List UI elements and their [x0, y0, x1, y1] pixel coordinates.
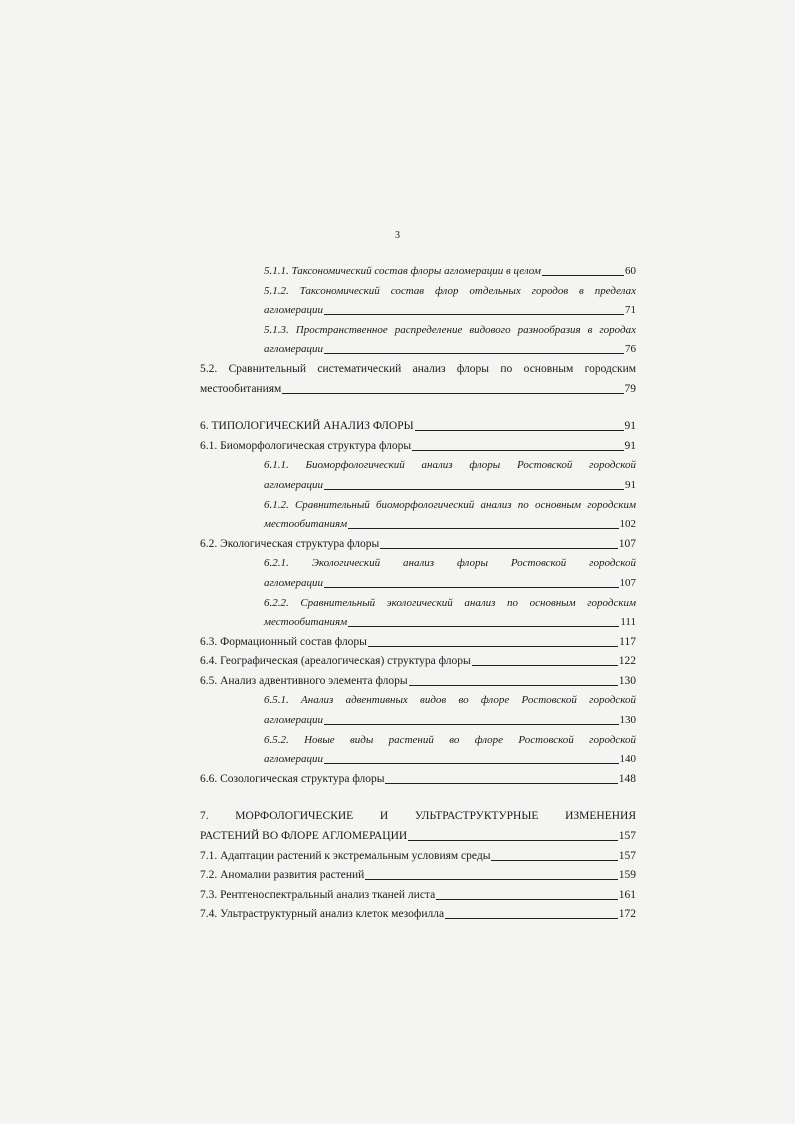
toc-entry: [264, 554, 636, 593]
leader-line: [365, 868, 617, 880]
leader-line: [324, 713, 618, 725]
toc-entry-page: 107: [619, 576, 636, 589]
toc-entry: [200, 886, 636, 906]
toc-entry: [264, 321, 636, 360]
toc-entry-title: 7.2. Аномалии развития растений: [200, 869, 365, 882]
toc-entry-title: 6.4. Географическая (ареалогическая) структура флоры: [200, 655, 471, 668]
toc-entry-title: местообитаниям: [200, 382, 282, 395]
table-of-contents: [200, 262, 636, 925]
leader-line: [348, 517, 618, 529]
toc-entry-title: местообитаниям: [264, 616, 348, 629]
toc-entry-page: 79: [624, 382, 636, 395]
toc-entry-title: агломерации: [264, 714, 324, 727]
toc-entry-page: 102: [619, 518, 636, 531]
toc-entry-page: 91: [624, 420, 636, 433]
toc-entry: [200, 770, 636, 790]
leader-line: [385, 772, 617, 784]
toc-entry: [264, 594, 636, 633]
leader-line: [324, 303, 624, 315]
leader-line: [415, 419, 624, 431]
toc-entry: [200, 360, 636, 399]
leader-line: [368, 635, 618, 647]
leader-line: [472, 654, 618, 666]
toc-entry-line: 6.1.1. Биоморфологический анализ флоры Ростовской городской: [264, 459, 636, 472]
toc-entry-title: 7.4. Ультраструктурный анализ клеток мезофилла: [200, 908, 445, 921]
leader-line: [282, 382, 623, 394]
toc-entry-title: агломерации: [264, 753, 324, 766]
toc-entry-line: 5.1.3. Пространственное распределение видового разнообразия в городах: [264, 323, 636, 336]
toc-entry-page: 161: [618, 888, 636, 901]
toc-entry-title: 6.2. Экологическая структура флоры: [200, 537, 380, 550]
toc-entry-line: 6.2.1. Экологический анализ флоры Ростовской городской: [264, 557, 636, 570]
toc-entry-page: 159: [618, 869, 636, 882]
toc-entry-page: 172: [618, 908, 636, 921]
toc-entry-page: 140: [619, 753, 636, 766]
toc-entry: [200, 633, 636, 653]
leader-line: [445, 907, 618, 919]
toc-entry-line: 7. МОРФОЛОГИЧЕСКИЕ И УЛЬТРАСТРУКТУРНЫЕ ИЗМЕНЕНИЯ: [200, 810, 636, 823]
leader-line: [324, 752, 618, 764]
toc-entry-page: 148: [618, 772, 636, 785]
toc-entry-page: 122: [618, 655, 636, 668]
toc-entry-page: 130: [618, 674, 636, 687]
toc-entry: [264, 691, 636, 730]
leader-line: [412, 439, 623, 451]
leader-line: [542, 264, 624, 276]
toc-entry: [200, 672, 636, 692]
toc-entry: [200, 535, 636, 555]
toc-entry-page: 117: [619, 635, 636, 648]
leader-line: [409, 674, 618, 686]
toc-entry-title: 6.1. Биоморфологическая структура флоры: [200, 439, 412, 452]
toc-entry-title: агломерации: [264, 343, 324, 356]
toc-entry: [200, 866, 636, 886]
toc-entry-line: 6.5.1. Анализ адвентивных видов во флоре Ростовской городской: [264, 694, 636, 707]
toc-entry-title: РАСТЕНИЙ ВО ФЛОРЕ АГЛОМЕРАЦИИ: [200, 830, 408, 843]
toc-entry-line: 6.5.2. Новые виды растений во флоре Ростовской городской: [264, 733, 636, 746]
toc-entry: [200, 417, 636, 437]
toc-entry: [264, 282, 636, 321]
toc-entry-title: 7.3. Рентгеноспектральный анализ тканей листа: [200, 888, 436, 901]
toc-entry-title: 5.1.1. Таксономический состав флоры агломерации в целом: [264, 265, 541, 277]
toc-entry-title: агломерации: [264, 304, 324, 317]
leader-line: [380, 537, 618, 549]
toc-entry-page: 157: [618, 849, 636, 862]
page-number: 3: [395, 230, 400, 241]
toc-entry-page: 71: [625, 304, 636, 317]
toc-entry-title: 6.3. Формационный состав флоры: [200, 635, 367, 648]
toc-entry: [200, 847, 636, 867]
toc-entry-line: 5.1.2. Таксономический состав флор отдельных городов в пределах: [264, 284, 636, 297]
toc-entry-title: 6. ТИПОЛОГИЧЕСКИЙ АНАЛИЗ ФЛОРЫ: [200, 420, 414, 433]
toc-entry: [200, 437, 636, 457]
leader-line: [408, 829, 618, 841]
leader-line: [324, 478, 624, 490]
leader-line: [324, 576, 618, 588]
leader-line: [491, 849, 617, 861]
toc-entry-title: агломерации: [264, 576, 324, 589]
toc-entry: [200, 807, 636, 846]
leader-line: [348, 615, 619, 627]
leader-line: [436, 888, 618, 900]
toc-entry-title: 6.6. Созологическая структура флоры: [200, 772, 385, 785]
toc-entry: [264, 496, 636, 535]
toc-entry: [200, 905, 636, 925]
toc-entry-line: 6.1.2. Сравнительный биоморфологический анализ по основным городским: [264, 498, 636, 511]
toc-entry: [200, 652, 636, 672]
toc-entry-page: 157: [618, 830, 636, 843]
toc-entry-page: 91: [624, 439, 636, 452]
toc-entry-page: 76: [625, 343, 636, 356]
toc-entry: [264, 456, 636, 495]
toc-entry-title: 7.1. Адаптации растений к экстремальным условиям среды: [200, 849, 491, 862]
toc-entry-line: 6.2.2. Сравнительный экологический анализ по основным городским: [264, 596, 636, 609]
leader-line: [324, 342, 624, 354]
toc-entry: [264, 262, 636, 282]
toc-entry-page: 130: [619, 714, 636, 727]
toc-entry-page: 107: [618, 537, 636, 550]
toc-entry-page: 60: [625, 265, 636, 277]
toc-entry: [264, 731, 636, 770]
toc-entry-page: 111: [620, 616, 636, 629]
toc-entry-line: 5.2. Сравнительный систематический анализ флоры по основным городским: [200, 362, 636, 375]
toc-entry-title: 6.5. Анализ адвентивного элемента флоры: [200, 674, 408, 687]
toc-entry-page: 91: [625, 478, 636, 491]
toc-entry-title: агломерации: [264, 478, 324, 491]
toc-entry-title: местообитаниям: [264, 518, 348, 531]
